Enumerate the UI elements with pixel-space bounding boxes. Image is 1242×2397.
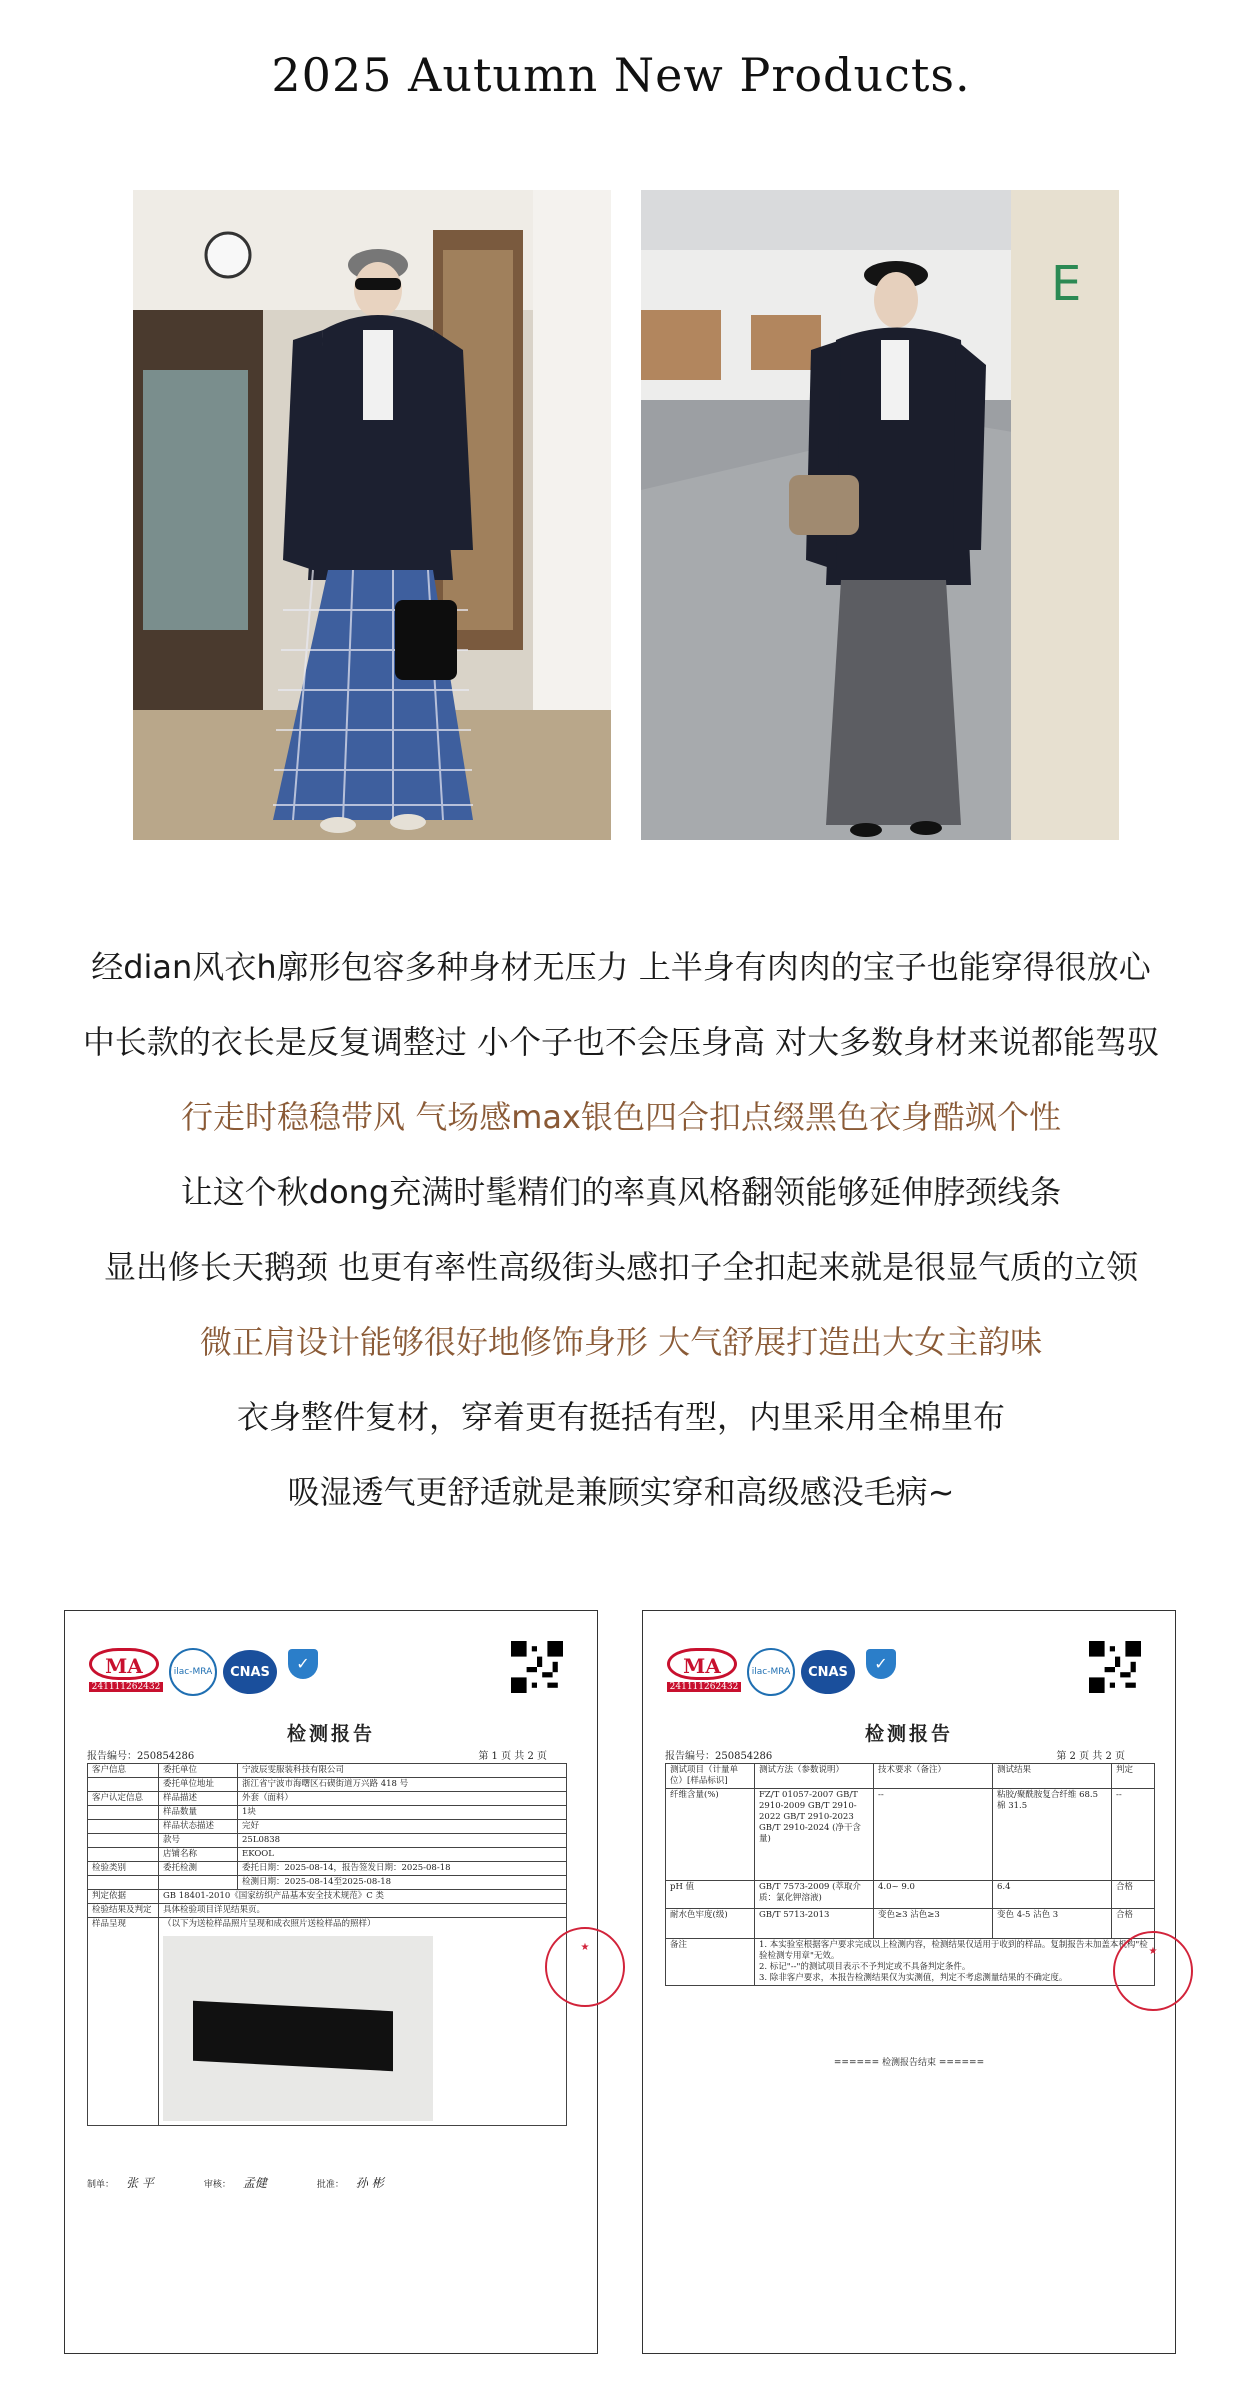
test-results-table: 测试项目（计量单位）[样品标识] 测试方法（参数说明） 技术要求（备注） 测试结果 判定 纤维含量(%) FZ/T 01057-2007 GB/T 2910-2009 GB/T 2910-2022 GB/T 2910-2023 GB/T 2910-2024 (净干含量) -- 粘胶/聚酰胺复合纤维 68.5 棉 31.5 -- pH 值 GB/T 7573-2009 (萃取介质：氯化钾溶液) 4.0~ 9.0 6.4 合格 耐水色牢度(级) GB/T 5713-2013 变色≥3 沾色≥3 变色 4-5 沾色 3 合格 备注 1. 本实验室根据客户要求完成以上检测内容，检测结果仅适用于收到的样品。复制报告未加盖本机构"检验检测专用章"无效。 2. 标记"--"的测试项目表示不予判定或不具备判定条件。 3. 除非客户要求，本报告检测结果仅为实测值，判定不考虑测量结果的不确定度。 bbox=[665, 1763, 1155, 1986]
description-line: 衣身整件复材，穿着更有挺括有型，内里采用全棉里布 bbox=[236, 1398, 1005, 1436]
description-line-highlight: 行走时稳稳带风 气场感max银色四合扣点缀黑色衣身酷飒个性 bbox=[181, 1098, 1061, 1136]
description-line: 吸湿透气更舒适就是兼顾实穿和高级感没毛病~ bbox=[287, 1473, 955, 1511]
test-report-page-1 bbox=[64, 1610, 598, 2354]
certification-logos bbox=[89, 1645, 323, 1699]
product-photo-grey-skirt bbox=[641, 190, 1119, 840]
description-line: 显出修长天鹅颈 也更有率性高级街头感扣子全扣起来就是很显气质的立领 bbox=[103, 1248, 1139, 1286]
report-end-line: ====== 检测报告结束 ====== bbox=[833, 2058, 985, 2068]
ma-logo-icon: MA 241111262432 bbox=[89, 1648, 163, 1696]
ilac-mra-icon: ilac-MRA bbox=[747, 1648, 795, 1696]
sample-photo bbox=[163, 1936, 433, 2121]
svg-text:E: E bbox=[1051, 256, 1082, 312]
inspection-stamp-icon: ★ bbox=[545, 1927, 625, 2007]
ilac-mra-icon: ilac-MRA bbox=[169, 1648, 217, 1696]
test-report-page-2 bbox=[642, 1610, 1176, 2354]
report-number: 报告编号：250854286 bbox=[87, 1751, 195, 1762]
description-line-highlight: 微正肩设计能够很好地修饰身形 大气舒展打造出大女主韵味 bbox=[199, 1323, 1043, 1361]
page-title: 2025 Autumn New Products. bbox=[271, 48, 971, 102]
description-line: 让这个秋dong充满时髦精们的率真风格翻领能够延伸脖颈线条 bbox=[180, 1173, 1062, 1211]
report-page: 第 2 页 共 2 页 bbox=[1056, 1751, 1125, 1762]
product-description bbox=[0, 930, 1242, 1530]
shield-icon: ✓ bbox=[283, 1649, 323, 1695]
ma-logo-icon: MA 241111262432 bbox=[667, 1648, 741, 1696]
cnas-icon: CNAS bbox=[223, 1650, 277, 1694]
shield-icon: ✓ bbox=[861, 1649, 901, 1695]
report-page: 第 1 页 共 2 页 bbox=[478, 1751, 547, 1762]
qr-code-icon bbox=[1089, 1641, 1141, 1693]
qr-code-icon bbox=[511, 1641, 563, 1693]
certification-logos bbox=[667, 1645, 901, 1699]
report-info-table: 客户信息 委托单位 宁波辰雯服装科技有限公司 委托单位地址 浙江省宁波市海曙区石碶街道万兴路 418 号 客户认定信息 样品描述 外套（面料） 样品数量 1块 样品状态描述 完好 款号 25L0838 店铺名称 EKOOL 检验类别 委托检测 委托日期：2025-08-14，报告签发日期：2025-08-18 检测日期：2025-08-14至2025-08-18 判定依据 GB 18401-2010《国家纺织产品基本安全技术规范》C 类 检验结果及判定 具体检验项目详见结果页。 样品呈现 （以下为送检样品照片呈现和成衣照片送检样品的照样） bbox=[87, 1763, 567, 2126]
report-title: 检测报告 bbox=[286, 1723, 375, 1745]
description-line: 经dian风衣h廓形包容多种身材无压力 上半身有肉肉的宝子也能穿得很放心 bbox=[91, 948, 1151, 986]
report-number: 报告编号：250854286 bbox=[665, 1751, 773, 1762]
signature-row: 制单： 张 平 审核： 孟健 批准： 孙 彬 bbox=[87, 2176, 384, 2190]
report-title: 检测报告 bbox=[864, 1723, 953, 1745]
cnas-icon: CNAS bbox=[801, 1650, 855, 1694]
inspection-stamp-icon: ★ bbox=[1113, 1931, 1193, 2011]
product-photo-plaid-skirt bbox=[133, 190, 611, 840]
description-line: 中长款的衣长是反复调整过 小个子也不会压身高 对大多数身材来说都能驾驭 bbox=[82, 1023, 1160, 1061]
